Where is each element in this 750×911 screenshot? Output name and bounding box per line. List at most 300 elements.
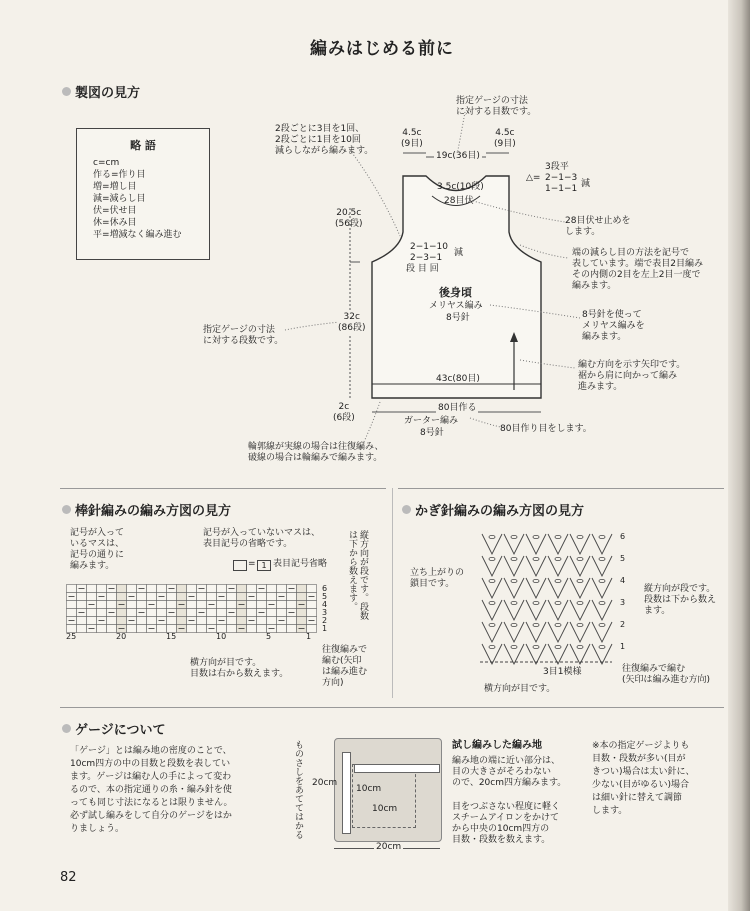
crochet-stitch-symbol xyxy=(526,622,546,642)
crochet-stitch-symbol xyxy=(592,556,612,576)
note-line: 縦方向が段です。 xyxy=(644,584,716,594)
knit-chart-cell xyxy=(157,625,167,633)
bullet-icon xyxy=(402,505,411,514)
knit-chart-cell xyxy=(177,585,187,593)
hem-height-dim xyxy=(333,402,355,424)
knit-chart-cell xyxy=(97,601,107,609)
knit-chart-cell xyxy=(117,617,127,625)
note-line: 4.5c xyxy=(402,128,422,138)
chain-symbol xyxy=(511,645,517,648)
note-line: します。 xyxy=(592,806,628,816)
crochet-chart xyxy=(476,526,616,666)
note-line: に対する段数です。 xyxy=(203,336,284,346)
knit-row-number: 1 xyxy=(322,624,328,633)
crochet-stitch-symbol xyxy=(570,556,590,576)
bullet-icon xyxy=(62,724,71,733)
chain-symbol xyxy=(599,579,605,582)
knit-chart-cell xyxy=(197,593,207,601)
knit-chart-cell xyxy=(297,617,307,625)
symbol-cell-note xyxy=(70,528,124,572)
shoulder-decrease-label: 減 xyxy=(581,179,591,189)
gauge-body-line: るので、本の指定通りの糸・編み針を使 xyxy=(70,785,232,795)
crochet-stitch-symbol xyxy=(526,600,546,620)
repeat-label: 3目1模様 xyxy=(543,667,582,677)
knit-chart-cell xyxy=(287,593,297,601)
note-line: から中央の10cm四方の xyxy=(452,824,550,834)
divider xyxy=(60,707,724,708)
note-line: 目数・段数を数えます。 xyxy=(452,835,551,845)
knit-chart-cell xyxy=(237,609,247,617)
knit-chart-cell xyxy=(187,625,197,633)
knit-chart-cell xyxy=(227,601,237,609)
knit-chart-cell xyxy=(267,609,277,617)
cast-on-label: 80目作る xyxy=(438,403,477,413)
knit-chart-cell xyxy=(117,593,127,601)
knit-chart-cell xyxy=(137,601,147,609)
abbreviation-item: 作る=作り目 xyxy=(93,170,146,180)
knit-chart-cell xyxy=(197,617,207,625)
gauge-body-text xyxy=(70,745,233,836)
knit-chart-cell xyxy=(137,625,147,633)
knit-chart-cell xyxy=(287,625,297,633)
knit-chart-cell xyxy=(167,617,177,625)
note-line: 編みます。 xyxy=(582,332,627,342)
crochet-stitch-symbol xyxy=(548,622,568,642)
garter-needle-label: 8号針 xyxy=(420,428,444,438)
knit-chart-cell xyxy=(267,617,277,625)
knit-column-number: 20 xyxy=(116,632,127,641)
knit-chart-cell xyxy=(247,609,257,617)
gauge-body-line: 10cm四方の中の目数と段数を表してい xyxy=(70,759,231,769)
swatch-20cm-side: 20cm xyxy=(312,778,338,788)
crochet-stitch-symbol xyxy=(526,578,546,598)
knit-chart-cell xyxy=(257,625,267,633)
note-line: 4.5c xyxy=(495,128,515,138)
chain-symbol xyxy=(599,557,605,560)
section-title-text: 製図の見方 xyxy=(75,86,141,101)
knit-chart-cell xyxy=(277,601,287,609)
knit-chart-cell xyxy=(157,585,167,593)
section-title-text: 棒針編みの編み方図の見方 xyxy=(75,504,232,519)
note-line: メリヤス編みを xyxy=(582,321,645,331)
crochet-stitch-symbol xyxy=(526,534,546,554)
knit-chart-cell xyxy=(287,617,297,625)
section-title-text: ゲージについて xyxy=(75,723,166,738)
garter-label: ガーター編み xyxy=(404,416,459,426)
knit-chart-cell xyxy=(117,609,127,617)
knit-chart-cell xyxy=(247,625,257,633)
crochet-stitch-symbol xyxy=(504,556,524,576)
crochet-stitch-symbol xyxy=(504,600,524,620)
crochet-row-number: 4 xyxy=(620,576,626,585)
note-line: 8号針を使って xyxy=(582,310,642,320)
cast-on-note: 80目作り目をします。 xyxy=(500,424,592,434)
knit-chart-cell xyxy=(167,593,177,601)
gauge-body-line: 必ず試し編みをして自分のゲージをはか xyxy=(70,811,232,821)
crochet-stitch-symbol xyxy=(548,534,568,554)
knit-chart-cell xyxy=(167,601,177,609)
legend-symbol-cell: 1 xyxy=(257,560,271,571)
knit-chart-cell xyxy=(157,609,167,617)
knit-chart-cell xyxy=(207,585,217,593)
note-line: ※本の指定ゲージよりも xyxy=(592,741,690,751)
crochet-stitch-symbol xyxy=(592,534,612,554)
body-height-dim xyxy=(338,312,365,334)
chain-symbol xyxy=(555,601,561,604)
legend-equals: = xyxy=(248,559,256,569)
chain-symbol xyxy=(599,623,605,626)
abbreviation-item: 減=減らし目 xyxy=(93,194,146,204)
knit-chart-cell xyxy=(107,625,117,633)
chain-symbol xyxy=(599,535,605,538)
knit-chart-cell xyxy=(177,593,187,601)
note-line: 表目記号の省略です。 xyxy=(203,539,293,549)
knit-chart-cell xyxy=(137,617,147,625)
note-line: (56段) xyxy=(335,219,363,229)
gauge-side-note xyxy=(592,740,695,818)
knit-chart-cell xyxy=(207,593,217,601)
knit-column-number: 15 xyxy=(166,632,177,641)
crochet-horizontal-note: 横方向が目です。 xyxy=(484,684,556,694)
note-line: 方向) xyxy=(322,678,344,688)
note-line: 2−3−1 xyxy=(410,253,443,263)
knit-chart-cell xyxy=(77,593,87,601)
knit-column-number: 5 xyxy=(266,632,272,641)
knit-chart-cell xyxy=(217,609,227,617)
note-line: 編みます。 xyxy=(70,561,115,571)
divider xyxy=(398,488,724,489)
knit-row-number: 6 xyxy=(322,584,328,593)
knit-chart-cell xyxy=(297,585,307,593)
crochet-stitch-symbol xyxy=(570,534,590,554)
knit-chart-cell xyxy=(187,585,197,593)
section-title-crochet-chart xyxy=(402,500,584,519)
knit-chart-cell xyxy=(147,617,157,625)
note-line: は細い針に替えて調節 xyxy=(592,793,683,803)
crochet-stitch-symbol xyxy=(592,644,612,664)
knit-chart-cell xyxy=(137,593,147,601)
gauge-body-line: ます。ゲージは編む人の手によって変わ xyxy=(70,772,232,782)
note-line: 横方向が目です。 xyxy=(190,658,262,668)
knit-chart-cell xyxy=(237,585,247,593)
note-line: 目数・段数が多い(目が xyxy=(592,754,686,764)
chain-symbol xyxy=(489,645,495,648)
knit-chart-cell xyxy=(127,601,137,609)
knit-chart-cell xyxy=(207,617,217,625)
crochet-stitch-symbol xyxy=(570,600,590,620)
knit-chart-cell xyxy=(307,585,317,593)
knit-round-note xyxy=(322,645,367,689)
note-line: 編み地の端に近い部分は、 xyxy=(452,756,561,766)
knit-row-number: 5 xyxy=(322,592,328,601)
knit-chart-cell xyxy=(187,601,197,609)
knit-chart-cell xyxy=(257,593,267,601)
note-line: 3段平 xyxy=(545,162,569,172)
chain-symbol xyxy=(599,645,605,648)
knit-chart-cell xyxy=(257,617,267,625)
crochet-stitch-symbol xyxy=(548,600,568,620)
crochet-stitch-symbol xyxy=(548,578,568,598)
chain-symbol xyxy=(533,535,539,538)
note-line: 記号が入っていないマスは、 xyxy=(203,528,321,538)
note-line: 目をつぶさない程度に軽く xyxy=(452,802,561,812)
section-title-gauge xyxy=(62,719,165,738)
note-line: 指定ゲージの寸法 xyxy=(456,96,528,106)
knit-chart-cell xyxy=(67,609,77,617)
note-line: (矢印は編み進む方向) xyxy=(622,675,711,685)
gauge-stitches-note xyxy=(456,96,536,118)
armhole-decrease-label: 減 xyxy=(454,248,464,258)
knit-chart-cell xyxy=(77,617,87,625)
knit-chart-cell xyxy=(247,585,257,593)
crochet-stitch-symbol xyxy=(482,644,502,664)
bind-off-label: 28目伏 xyxy=(444,196,474,206)
chain-symbol xyxy=(511,579,517,582)
crochet-stitch-symbol xyxy=(482,556,502,576)
crochet-round-note xyxy=(622,664,710,686)
note-line: (6段) xyxy=(333,413,355,423)
divider xyxy=(60,488,386,489)
abbreviation-title: 略 語 xyxy=(130,139,156,152)
note-line: 減らしながら編みます。 xyxy=(275,146,374,156)
empty-cell-note xyxy=(203,528,320,550)
note-line: (9目) xyxy=(401,139,423,149)
chain-symbol xyxy=(577,557,583,560)
chain-symbol xyxy=(555,579,561,582)
chain-symbol xyxy=(555,557,561,560)
abbreviation-item: 平=増減なく編み進む xyxy=(93,230,182,240)
swatch-20cm-bottom: 20cm xyxy=(376,842,402,852)
ruler-horizontal xyxy=(354,764,440,773)
neck-width-dim: 19c(36目) xyxy=(436,151,480,161)
knit-chart-cell xyxy=(267,585,277,593)
body-needle-label: 8号針 xyxy=(446,313,470,323)
gauge-body-line: っても同じ寸法になるとは限りません。 xyxy=(70,798,233,808)
ruler-note: ものさしをあててはかる xyxy=(293,740,303,839)
bind-off-note xyxy=(565,216,630,238)
knit-chart-cell xyxy=(147,609,157,617)
knit-chart-cell xyxy=(157,601,167,609)
note-line: します。 xyxy=(565,227,601,237)
chain-symbol xyxy=(533,579,539,582)
chain-symbol xyxy=(577,535,583,538)
ruler-vertical xyxy=(342,752,351,834)
note-line: いるマスは、 xyxy=(70,539,125,549)
chain-symbol xyxy=(555,645,561,648)
crochet-stitch-symbol xyxy=(504,534,524,554)
note-line: その内側の2目を左上2目一度で xyxy=(572,270,701,280)
gauge-body-line: 「ゲージ」とは編み地の密度のことで、 xyxy=(70,746,232,756)
note-line: (86段) xyxy=(338,323,366,333)
knit-chart-cell xyxy=(307,609,317,617)
note-line: 指定ゲージの寸法 xyxy=(203,325,275,335)
note-line: 目数は右から数えます。 xyxy=(190,669,289,679)
note-line: に対する目数です。 xyxy=(456,107,537,117)
shoulder-formula xyxy=(545,162,577,195)
chain-symbol xyxy=(533,557,539,560)
swatch-title: 試し編みした編み地 xyxy=(452,740,542,751)
knit-chart-cell xyxy=(97,609,107,617)
chain-symbol xyxy=(577,579,583,582)
note-line: スチームアイロンをかけて xyxy=(452,813,560,823)
round-knitting-note xyxy=(248,442,384,464)
chain-symbol xyxy=(577,645,583,648)
body-piece-label: 後身頃 xyxy=(439,286,472,299)
page-title: 編みはじめる前に xyxy=(310,39,454,59)
crochet-row-number: 5 xyxy=(620,554,626,563)
abbreviation-item: c=cm xyxy=(93,158,120,168)
swatch-note xyxy=(452,756,566,789)
section-title-knit-chart xyxy=(62,500,231,519)
knit-row-number: 3 xyxy=(322,608,328,617)
note-line: 28目伏せ止めを xyxy=(565,216,631,226)
knit-chart-cell xyxy=(87,593,97,601)
knit-chart-cell xyxy=(217,601,227,609)
knit-chart-cell xyxy=(207,609,217,617)
knit-chart-cell xyxy=(67,601,77,609)
crochet-stitch-symbol xyxy=(592,578,612,598)
needle-note xyxy=(582,310,645,343)
note-line: は編み進む xyxy=(322,667,368,677)
neck-depth-dim: 3.5c(10段) xyxy=(437,182,484,192)
crochet-stitch-symbol xyxy=(526,644,546,664)
swatch-inner-square xyxy=(352,764,416,828)
note-line: 2−1−3 xyxy=(545,173,578,183)
knit-chart-cell xyxy=(77,601,87,609)
note-line: 段数は下から数え xyxy=(644,595,717,605)
knit-chart-cell xyxy=(227,593,237,601)
knit-chart-cell xyxy=(107,601,117,609)
chain-symbol xyxy=(511,601,517,604)
crochet-stitch-symbol xyxy=(504,644,524,664)
bullet-icon xyxy=(62,505,71,514)
crochet-vertical-note xyxy=(644,584,716,617)
chain-symbol xyxy=(511,623,517,626)
note-line: 破線の場合は輪編みで編みます。 xyxy=(248,453,383,463)
note-line: ので、20cm四方編みます。 xyxy=(452,778,567,788)
armhole-formula xyxy=(410,242,448,264)
note-line: 裾から肩に向かって編み xyxy=(578,371,678,381)
chain-symbol xyxy=(489,579,495,582)
note-line: 表しています。端で表目2目編み xyxy=(572,259,704,269)
direction-note xyxy=(578,360,685,393)
chain-symbol xyxy=(533,601,539,604)
crochet-stitch-symbol xyxy=(548,644,568,664)
abbreviation-item: 休=休み目 xyxy=(93,218,137,228)
gauge-body-line: りましょう。 xyxy=(70,824,125,834)
note-line: 進みます。 xyxy=(578,382,623,392)
note-line: (9目) xyxy=(494,139,516,149)
crochet-stitch-symbol xyxy=(504,578,524,598)
note-line: 2c xyxy=(338,402,350,412)
note-line: 2段ごとに1目を10回 xyxy=(275,135,361,145)
knit-column-number: 25 xyxy=(66,632,77,641)
vertical-rows-note: 縦方向が段です。段数は下から数えます。 xyxy=(347,530,368,620)
divider xyxy=(392,488,393,698)
knit-chart-cell xyxy=(87,585,97,593)
knit-chart-cell xyxy=(237,617,247,625)
note-line: 往復編みで xyxy=(322,645,368,655)
knit-chart-cell xyxy=(247,601,257,609)
knit-chart-cell xyxy=(277,585,287,593)
knit-chart-cell xyxy=(127,585,137,593)
crochet-stitch-symbol xyxy=(482,578,502,598)
section-title-text: かぎ針編みの編み方図の見方 xyxy=(415,504,585,519)
note-line: ます。 xyxy=(644,606,671,616)
crochet-stitch-symbol xyxy=(548,556,568,576)
knit-chart-cell xyxy=(147,593,157,601)
chain-symbol xyxy=(533,645,539,648)
chain-symbol xyxy=(555,623,561,626)
legend-label: 表目記号省略 xyxy=(273,559,328,569)
shoulder-right-dim xyxy=(494,128,516,150)
note-line: 少ない(目がゆるい)場合 xyxy=(592,780,690,790)
knit-chart-cell xyxy=(177,617,187,625)
gauge-rows-note xyxy=(203,325,283,347)
legend-empty-cell xyxy=(233,560,247,571)
shoulder-left-dim xyxy=(401,128,423,150)
knit-chart-cell xyxy=(97,625,107,633)
knit-chart-cell xyxy=(97,585,107,593)
crochet-stitch-symbol xyxy=(482,600,502,620)
crochet-row-number: 2 xyxy=(620,620,626,629)
crochet-row-number: 1 xyxy=(620,642,626,651)
knit-chart-cell xyxy=(87,609,97,617)
swatch-10cm-vertical: 10cm xyxy=(356,784,382,794)
chain-symbol xyxy=(489,535,495,538)
note-line: 鎖目です。 xyxy=(410,579,455,589)
body-width-dim: 43c(80目) xyxy=(436,374,480,384)
note-line: 記号が入って xyxy=(70,528,125,538)
note-line: 32c xyxy=(343,312,360,322)
knit-chart-cell xyxy=(117,585,127,593)
note-line: 端の減らし目の方法を記号で xyxy=(572,248,690,258)
note-line: 往復編みで編む xyxy=(622,664,686,674)
knit-chart-cell xyxy=(197,625,207,633)
knit-chart-cell xyxy=(147,585,157,593)
abbreviation-item: 増=増し目 xyxy=(93,182,137,192)
crochet-stitch-symbol xyxy=(570,644,590,664)
knit-row-number: 4 xyxy=(322,600,328,609)
knit-chart-cell xyxy=(187,609,197,617)
row-stitch-times-label: 段 目 回 xyxy=(406,264,439,274)
knit-chart-cell xyxy=(297,609,307,617)
chain-symbol xyxy=(489,601,495,604)
knit-chart-cell xyxy=(197,601,207,609)
knit-chart-cell xyxy=(297,593,307,601)
decrease-method-note xyxy=(572,248,703,292)
note-line: 立ち上がりの xyxy=(410,568,465,578)
knit-chart-cell xyxy=(257,601,267,609)
knit-chart-cell xyxy=(277,609,287,617)
decrease-note xyxy=(275,124,373,157)
note-line: 1−1−1 xyxy=(545,184,578,194)
knit-chart-cell xyxy=(287,601,297,609)
note-line: 2段ごとに3目を1回、 xyxy=(275,124,365,134)
crochet-stitch-symbol xyxy=(504,622,524,642)
knit-chart-grid xyxy=(66,584,326,644)
chain-symbol xyxy=(555,535,561,538)
knit-row-number: 2 xyxy=(322,616,328,625)
note-line: 編みます。 xyxy=(572,281,617,291)
crochet-row-number: 3 xyxy=(620,598,626,607)
steam-note xyxy=(452,802,560,846)
knit-chart-cell xyxy=(307,601,317,609)
knit-chart-cell xyxy=(227,625,237,633)
knit-chart-cell xyxy=(227,617,237,625)
knit-chart-cell xyxy=(107,593,117,601)
note-line: 記号の通りに xyxy=(70,550,125,560)
